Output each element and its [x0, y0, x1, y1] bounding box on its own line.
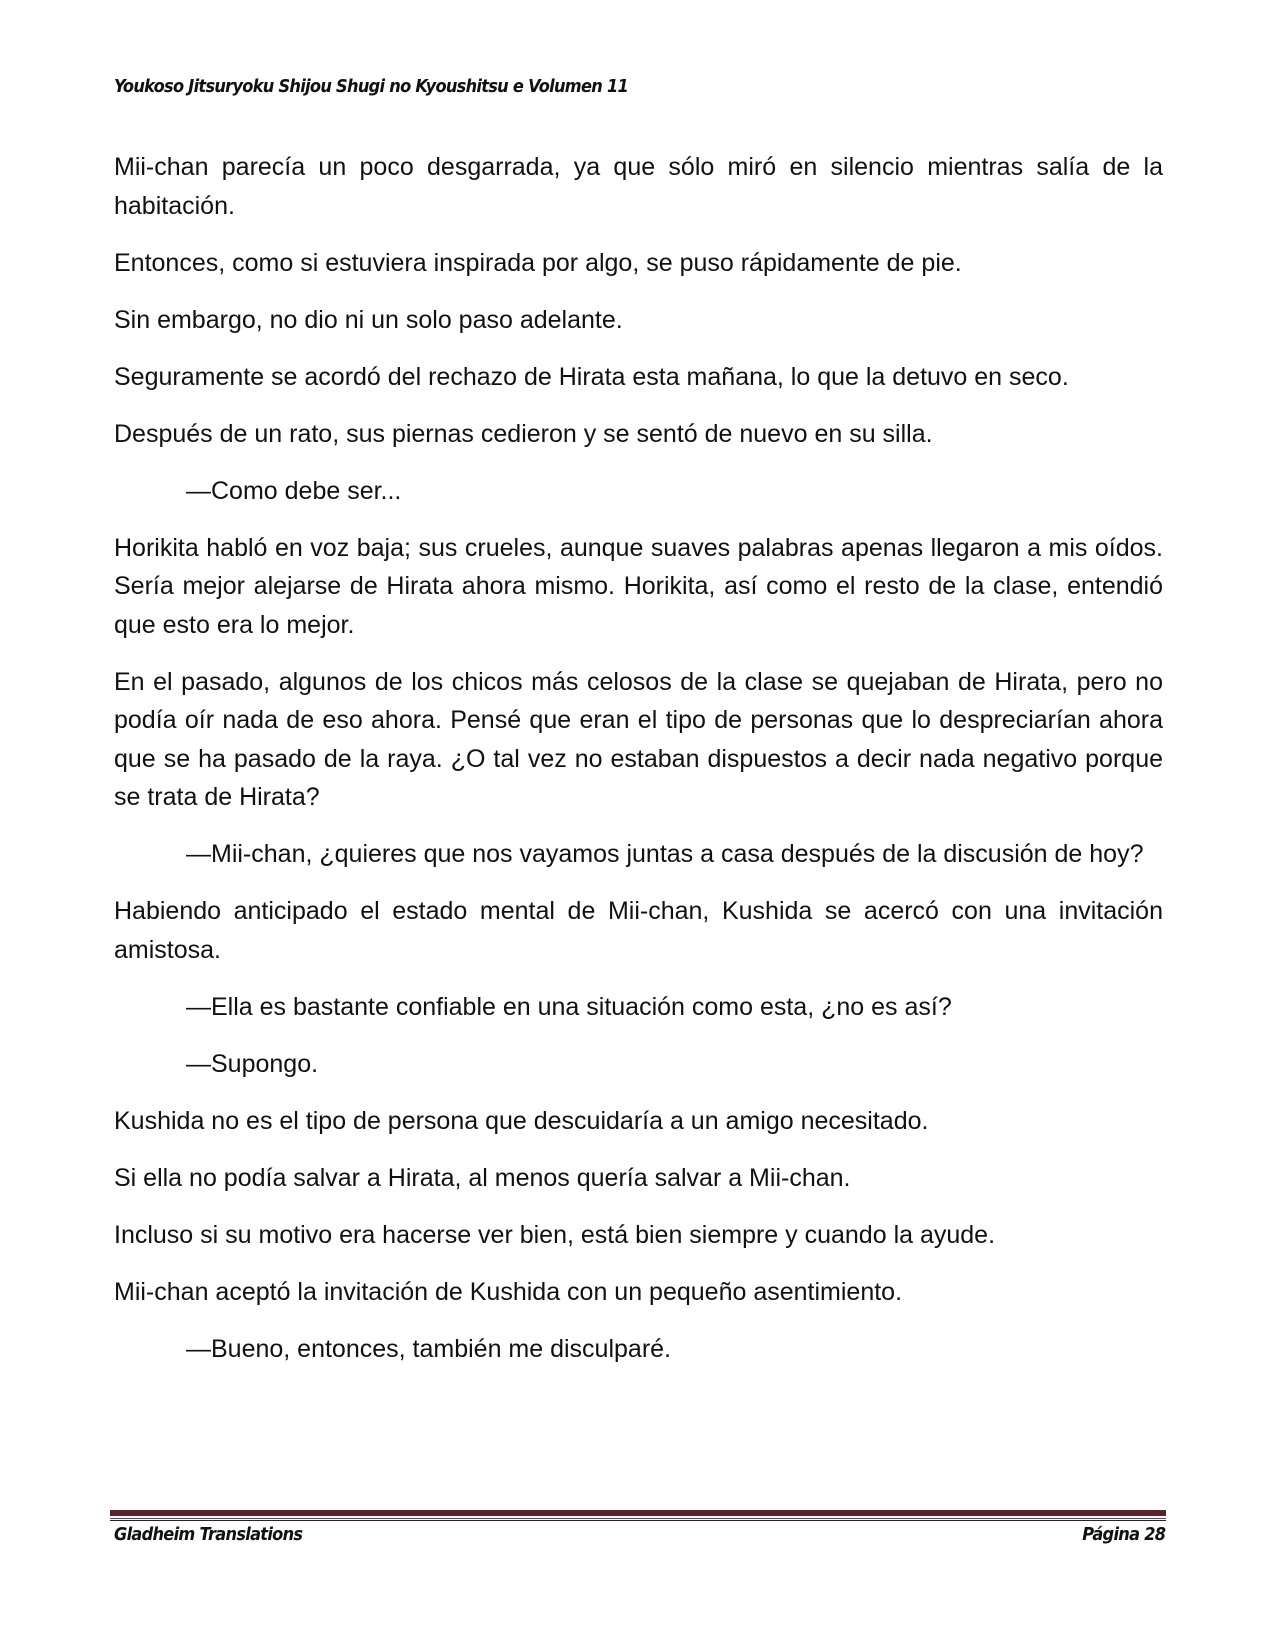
paragraph: Seguramente se acordó del rechazo de Hirata esta mañana, lo que la detuvo en seco.	[114, 362, 1069, 391]
footer-publisher: Gladheim Translations	[114, 1524, 303, 1545]
paragraph: Si ella no podía salvar a Hirata, al menos quería salvar a Mii-chan.	[114, 1163, 851, 1192]
paragraph: Entonces, como si estuviera inspirada por algo, se puso rápidamente de pie.	[114, 248, 962, 277]
footer-rule	[110, 1510, 1166, 1516]
dialogue-line: —Mii-chan, ¿quieres que nos vayamos juntas a casa después de la discusión de hoy?	[186, 840, 1144, 868]
paragraph: Kushida no es el tipo de persona que descuidaría a un amigo necesitado.	[114, 1106, 929, 1135]
dialogue-line: —Bueno, entonces, también me disculparé.	[186, 1334, 671, 1363]
paragraph: Horikita habló en voz baja; sus crueles, aunque suaves palabras apenas llegaron a mis oídos. Sería mejor alejarse de Hirata ahora mismo. Horikita, así como el resto de la clase, entendió que esto era lo mejor.	[114, 533, 1163, 639]
paragraph: Incluso si su motivo era hacerse ver bien, está bien siempre y cuando la ayude.	[114, 1220, 996, 1249]
footer-page-number: Página 28	[1081, 1524, 1165, 1545]
footer-rule-thin	[110, 1520, 1166, 1521]
paragraph: Mii-chan aceptó la invitación de Kushida con un pequeño asentimiento.	[114, 1277, 903, 1306]
footer-rule-thin	[110, 1518, 1166, 1519]
page-body	[114, 148, 1163, 1387]
dialogue-line: —Como debe ser...	[186, 476, 402, 505]
dialogue-line: —Ella es bastante confiable en una situación como esta, ¿no es así?	[186, 992, 952, 1021]
paragraph: Habiendo anticipado el estado mental de Mii-chan, Kushida se acercó con una invitación amistosa.	[114, 897, 1163, 964]
dialogue-line: —Supongo.	[186, 1049, 319, 1078]
running-header: Youkoso Jitsuryoku Shijou Shugi no Kyoushitsu e Volumen 11	[114, 76, 629, 97]
paragraph: Después de un rato, sus piernas cedieron y se sentó de nuevo en su silla.	[114, 419, 933, 448]
paragraph: Sin embargo, no dio ni un solo paso adelante.	[114, 305, 623, 334]
paragraph: En el pasado, algunos de los chicos más celosos de la clase se quejaban de Hirata, pero no podía oír nada de eso ahora. Pensé que eran el tipo de personas que lo despreciarían ahora que se ha pasado de la raya. ¿O tal vez no estaban dispuestos a decir nada negativo porque se trata de Hirata?	[114, 667, 1163, 811]
paragraph: Mii-chan parecía un poco desgarrada, ya que sólo miró en silencio mientras salía de la habitación.	[114, 153, 1163, 220]
